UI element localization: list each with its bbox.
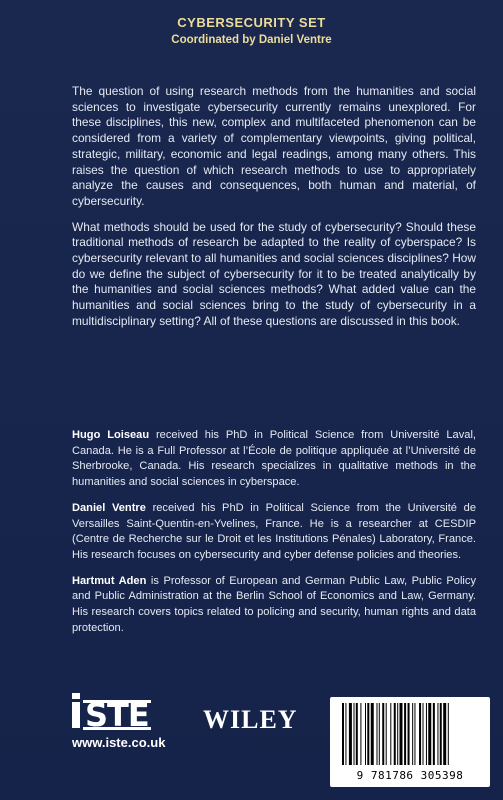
barcode-bar <box>360 703 361 765</box>
barcode-bar <box>386 703 387 765</box>
author-name: Daniel Ventre <box>72 501 146 514</box>
barcode-bar <box>367 703 369 765</box>
barcode-bar <box>397 703 398 765</box>
isbn-number: 9 781786 305398 <box>356 769 464 782</box>
barcode-bar <box>440 703 442 765</box>
barcode-bar <box>365 703 366 765</box>
barcode-bar <box>443 703 446 765</box>
author-name: Hugo Loiseau <box>72 429 150 441</box>
iste-logo-i-mark <box>72 702 80 728</box>
barcode-bar <box>433 703 435 765</box>
barcode-bar <box>423 703 424 765</box>
barcode-bar <box>356 703 358 765</box>
author-bio-text: is Professor of European and German Public Law, Public Policy and Public Administration at the Berlin School of Economics and Law, Germany. His research covers topics related to policing and security, human rights and data protection. <box>72 574 476 634</box>
iste-logo <box>72 696 151 734</box>
series-coordinator: Coordinated by Daniel Ventre <box>171 34 332 46</box>
author-bio-text: received his PhD in Political Science from the Université de Versailles Saint-Quentin-en-Yvelines, France. He is a researcher at CESDIP (Centre de Recherche sur le Droit et les Institutions Pénales) Laboratory, France. His research focuses on cybersecurity and cyber defense policies and theories. <box>72 501 476 561</box>
barcode-bar <box>408 703 410 765</box>
author-bios <box>72 428 476 646</box>
series-header <box>0 15 503 46</box>
wiley-logo: WILEY <box>203 705 298 734</box>
barcode-bar <box>349 703 352 765</box>
barcode-bar <box>404 703 406 765</box>
iste-url: www.iste.co.uk <box>72 735 166 750</box>
barcode-bar <box>428 703 431 765</box>
barcode-bar <box>354 703 355 765</box>
barcode-bar <box>371 703 374 765</box>
series-title: CYBERSECURITY SET <box>177 15 326 30</box>
barcode-bar <box>437 703 438 765</box>
isbn-barcode <box>330 697 490 787</box>
barcode-bar <box>394 703 396 765</box>
iste-logo-text: STE <box>85 696 149 734</box>
barcode-bar <box>342 703 344 765</box>
barcode-bar <box>419 703 421 765</box>
barcode-bar <box>390 703 391 765</box>
abstract-paragraph-2: What methods should be used for the study of cybersecurity? Should these traditional methods of research be adapted to the reality of cyberspace? Is cybersecurity relevant to all humanities and social sciences disciplines? How do we define the subject of cybersecurity for it to be treated analytically by the humanities and social sciences methods? What added value can the humanities and social sciences bring to the study of cybersecurity in a multidisciplinary setting? All of these questions are discussed in this book. <box>72 219 476 328</box>
barcode-bar <box>345 703 346 765</box>
barcode-bars <box>342 703 478 765</box>
barcode-bar <box>377 703 378 765</box>
abstract-paragraph-1: The question of using research methods from the humanities and social sciences to investigate cybersecurity currently remains unexplored. For these disciplines, this new, complex and multifaceted phenomenon can be considered from a variety of complementary viewpoints, giving political, strategic, military, economic and legal readings, among many others. This raises the question of which research methods to use to appropriately analyze the causes and consequences, both human and material, of cybersecurity. <box>72 84 476 208</box>
barcode-bar <box>382 703 384 765</box>
author-bio-aden <box>72 574 476 637</box>
author-bio-text: received his PhD in Political Science from Université Laval, Canada. He is a Full Professor at l’École de politique appliquée at l’Université de Sherbrooke, Canada. His research specializes in qualitative methods in the humanities and social sciences in cyberspace. <box>72 429 476 489</box>
author-name: Hartmut Aden <box>72 574 147 587</box>
barcode-bar <box>426 703 427 765</box>
barcode-bar <box>379 703 380 765</box>
barcode-bar <box>412 703 413 765</box>
barcode-bar <box>400 703 403 765</box>
author-bio-ventre <box>72 501 476 564</box>
book-abstract <box>72 84 476 340</box>
barcode-bar <box>414 703 415 765</box>
barcode-bar <box>448 703 449 765</box>
author-bio-loiseau <box>72 428 476 491</box>
